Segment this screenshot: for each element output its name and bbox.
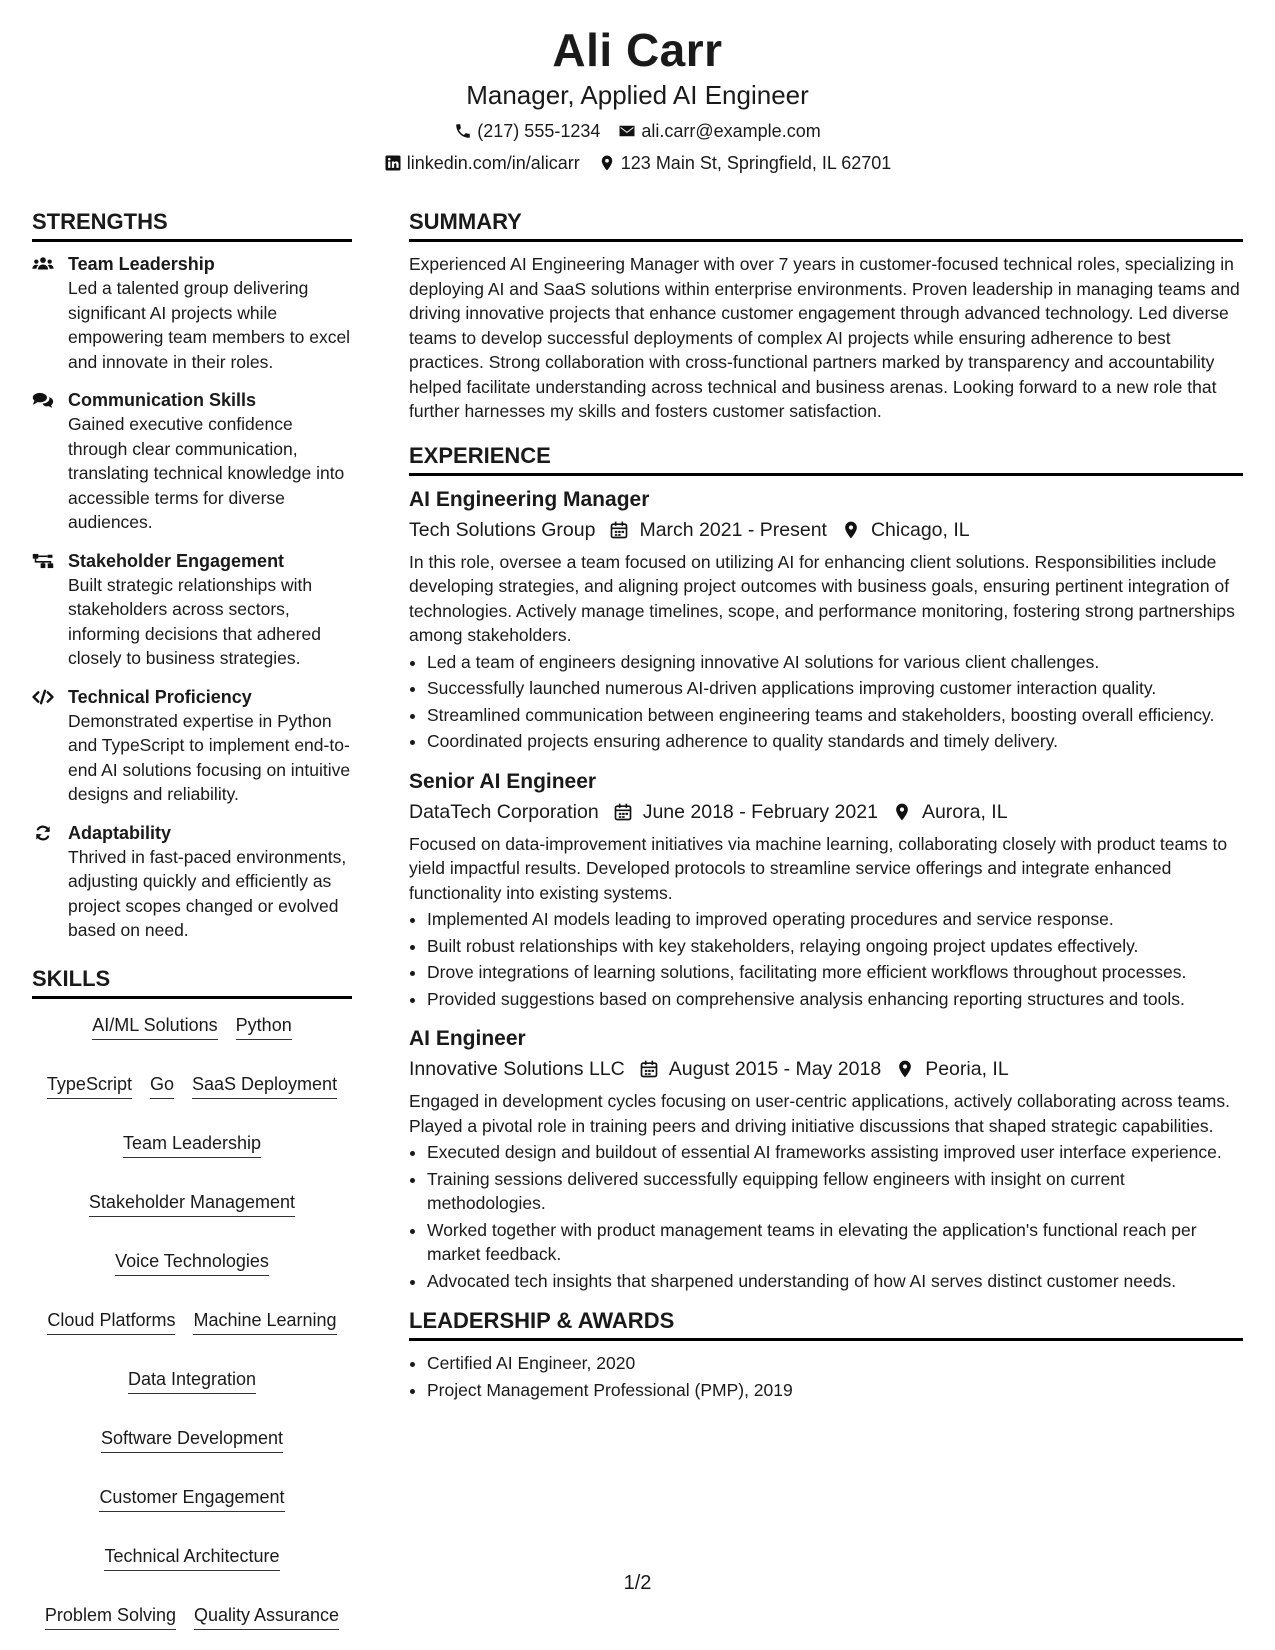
strength-desc: Demonstrated expertise in Python and TypeScript to implement end-to-end AI solutions focusing on intuitive designs and reliability. (68, 710, 351, 804)
skill-tag: Voice Technologies (115, 1249, 269, 1276)
address-contact (598, 151, 892, 175)
awards-heading: LEADERSHIP & AWARDS (409, 1307, 1243, 1341)
sitemap-icon (32, 552, 54, 570)
job-bullets (409, 907, 1243, 1011)
phone-text: (217) 555-1234 (477, 121, 601, 141)
strength-item (32, 388, 352, 535)
bullet-item: • Successfully launched numerous AI-driven applications improving customer interaction quality. (427, 676, 1243, 701)
linkedin-text: linkedin.com/in/alicarr (406, 153, 580, 173)
job-title: AI Engineer (409, 1027, 526, 1050)
job-description: In this role, oversee a team focused on utilizing AI for enhancing client solutions. Responsibilities include developing strategies, and aligning project outcomes with business goals, ensuring pertinent integration of technologies. Actively manage timelines, scope, and performance monitoring, fostering strong partnerships among stakeholders. (409, 551, 1235, 645)
bullet-item: • Built robust relationships with key stakeholders, relaying ongoing project updates effectively. (427, 934, 1243, 959)
strength-title: Communication Skills (68, 390, 257, 410)
skill-tag: Software Development (101, 1426, 283, 1453)
awards-list (409, 1351, 1243, 1402)
strength-desc: Built strategic relationships with stakeholders across sectors, informing decisions that adhered closely to business strategies. (68, 574, 321, 668)
sync-icon (32, 824, 54, 842)
phone-contact (454, 119, 600, 143)
strength-item (32, 549, 352, 671)
strength-item (32, 821, 352, 943)
job-title: AI Engineering Manager (409, 487, 650, 511)
strength-desc: Thrived in fast-paced environments, adjusting quickly and efficiently as project scopes changed or evolved based on need. (68, 846, 347, 940)
linkedin-icon (384, 154, 402, 172)
linkedin-contact[interactable] (384, 151, 580, 175)
bullet-item: • Coordinated projects ensuring adherence to quality standards and timely delivery. (427, 729, 1243, 754)
bullet-item: • Worked together with product management teams in elevating the application's functional reach per market feedback. (427, 1218, 1243, 1267)
map-marker-icon (895, 1059, 915, 1079)
job-meta (409, 798, 1243, 826)
job-description: Engaged in development cycles focusing on user-centric applications, actively collaborating across teams. Played a pivotal role in training peers and driving initiative discussions that shaped strategic capabilities. (409, 1091, 1230, 1136)
skill-tag: Customer Engagement (99, 1485, 284, 1512)
comments-icon (32, 391, 54, 409)
award-item: • Certified AI Engineer, 2020 (427, 1351, 1243, 1376)
job-meta (409, 1055, 1243, 1083)
summary-text: Experienced AI Engineering Manager with over 7 years in customer-focused technical roles, specializing in deploying AI and SaaS solutions within enterprise environments. Proven leadership in managing teams and driving innovative projects that enhance customer engagement through advanced technology. Led diverse teams to develop successful deployments of complex AI projects while ensuring adherence to best practices. Strong collaboration with cross-functional partners marked by transparency and accountability helped facilitate understanding across technical and business arenas. Looking forward to a new role that further harnesses my skills and fosters customer satisfaction. (409, 254, 1240, 421)
job-company: Innovative Solutions LLC (409, 1058, 625, 1080)
bullet-item: • Drove integrations of learning solutions, facilitating more efficient workflows throughout processes. (427, 960, 1243, 985)
skill-tag: Team Leadership (123, 1131, 261, 1158)
envelope-icon (618, 122, 636, 140)
skill-tag: Quality Assurance (194, 1603, 339, 1630)
job-company: DataTech Corporation (409, 800, 599, 823)
skill-tag: Problem Solving (45, 1603, 176, 1630)
right-column (409, 208, 1243, 1630)
job-title: Senior AI Engineer (409, 769, 597, 793)
bullet-item: • Advocated tech insights that sharpened understanding of how AI serves distinct customer needs. (427, 1269, 1243, 1294)
candidate-name: Ali Carr (552, 24, 723, 76)
job-location: Peoria, IL (925, 1058, 1009, 1080)
contact-row-1 (0, 119, 1275, 143)
code-icon (32, 688, 54, 706)
job-entry (409, 486, 1243, 754)
skill-tag: Stakeholder Management (89, 1190, 295, 1217)
job-bullets (409, 650, 1243, 754)
strengths-heading: STRENGTHS (32, 208, 352, 242)
email-contact[interactable] (618, 119, 820, 143)
strength-title: Stakeholder Engagement (68, 550, 285, 571)
bullet-item: • Led a team of engineers designing innovative AI solutions for various client challenges. (427, 650, 1243, 675)
page-number: 1/2 (623, 1572, 652, 1594)
users-icon (32, 255, 54, 273)
strength-title: Technical Proficiency (68, 686, 252, 707)
resume-header (0, 0, 1275, 175)
bullet-item: • Provided suggestions based on comprehensive analysis enhancing reporting structures and tools. (427, 987, 1243, 1012)
skill-tag: AI/ML Solutions (92, 1013, 217, 1040)
summary-heading: SUMMARY (409, 208, 1243, 242)
bullet-item: • Streamlined communication between engineering teams and stakeholders, boosting overall efficiency. (427, 703, 1243, 728)
calendar-icon (639, 1059, 659, 1079)
job-dates: June 2018 - February 2021 (642, 800, 878, 823)
bullet-item: • Implemented AI models leading to improved operating procedures and service response. (427, 907, 1243, 932)
bullet-item: • Training sessions delivered successfully equipping fellow engineers with insight on current methodologies. (427, 1167, 1243, 1216)
job-dates: March 2021 - Present (639, 518, 827, 541)
address-text: 123 Main St, Springfield, IL 62701 (620, 153, 892, 173)
job-meta (409, 516, 1243, 544)
calendar-icon (609, 520, 629, 540)
skill-tag: Machine Learning (193, 1308, 336, 1335)
award-item: • Project Management Professional (PMP), 2019 (427, 1378, 1243, 1403)
strengths-list (32, 252, 352, 943)
strength-desc: Gained executive confidence through clear communication, translating technical knowledge into accessible terms for diverse audiences. (68, 414, 345, 532)
job-location: Aurora, IL (921, 800, 1008, 823)
job-company: Tech Solutions Group (409, 518, 596, 541)
strength-item (32, 685, 352, 807)
skill-tag: Data Integration (128, 1367, 256, 1394)
candidate-title: Manager, Applied AI Engineer (466, 80, 809, 110)
contact-row-2 (0, 151, 1275, 175)
email-text: ali.carr@example.com (641, 121, 821, 141)
strength-item (32, 252, 352, 374)
strength-title: Team Leadership (68, 254, 215, 274)
strength-desc: Led a talented group delivering significant AI projects while empowering team members to excel and innovate in their roles. (68, 278, 351, 372)
skills-list (32, 1013, 352, 1630)
bullet-item: • Executed design and buildout of essential AI frameworks assisting improved user interface experience. (427, 1140, 1243, 1165)
left-column (32, 208, 352, 1630)
map-marker-icon (841, 520, 861, 540)
skill-tag: Go (150, 1072, 174, 1099)
resume-body (32, 208, 1243, 1630)
skill-tag: Python (236, 1013, 292, 1040)
job-entry (409, 1025, 1243, 1293)
skill-tag: TypeScript (47, 1072, 132, 1099)
job-bullets (409, 1140, 1243, 1293)
skill-tag: SaaS Deployment (192, 1072, 337, 1099)
map-marker-icon (598, 154, 616, 172)
job-entry (409, 768, 1243, 1012)
phone-icon (454, 122, 472, 140)
job-dates: August 2015 - May 2018 (668, 1058, 882, 1080)
strength-title: Adaptability (68, 822, 172, 843)
skills-heading: SKILLS (32, 965, 352, 999)
job-location: Chicago, IL (870, 518, 970, 541)
skill-tag: Cloud Platforms (47, 1308, 175, 1335)
calendar-icon (613, 802, 633, 822)
map-marker-icon (892, 802, 912, 822)
job-description: Focused on data-improvement initiatives via machine learning, collaborating closely with product teams to yield impactful results. Developed protocols to streamline service offerings and integrate enhanced functionality into existing systems. (409, 833, 1228, 903)
experience-heading: EXPERIENCE (409, 442, 1243, 476)
skill-tag: Technical Architecture (104, 1544, 279, 1571)
